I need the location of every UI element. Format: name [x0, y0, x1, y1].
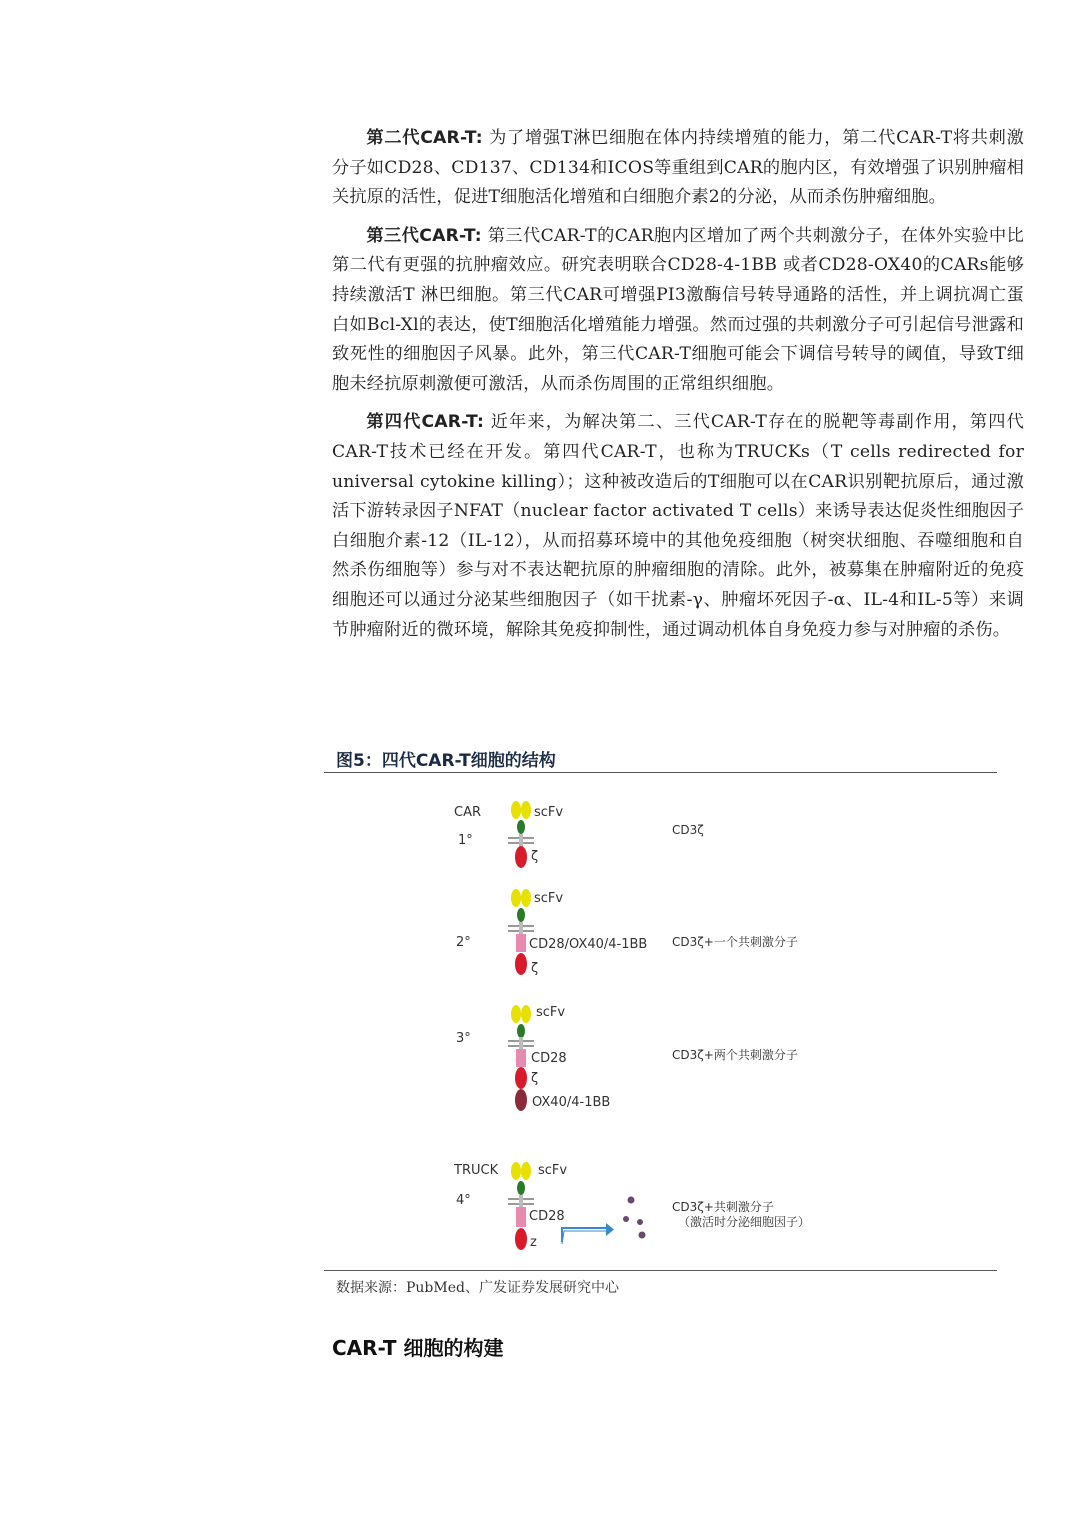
paragraph-text: 第三代CAR-T的CAR胞内区增加了两个共刺激分子，在体外实验中比第二代有更强的抗肿瘤效应。研究表明联合CD28-4-1BB 或者CD28-OX40的CARs能够持续激活T 淋巴细胞。第三代CAR可增强PI3激酶信号转导通路的活性，并上调抗凋亡蛋白如Bcl-Xl的表达，使T细胞活化增殖能力增强。然而过强的共刺激分子可引起信号泄露和致死性的细胞因子风暴。此外，第三代CAR-T细胞可能会下调信号转导的阈值，导致T细胞未经抗原刺激便可激活，从而杀伤周围的正常组织细胞。 [332, 225, 1024, 394]
paragraph-gen4 [332, 408, 1024, 645]
generation-desc: CD3ζ+一个共刺激分子 [672, 935, 798, 949]
paragraph-label: 第三代CAR-T: [366, 225, 482, 246]
generation-desc-note: （激活时分泌细胞因子） [678, 1215, 811, 1229]
paragraph-label: 第四代CAR-T: [366, 412, 485, 433]
generation-desc: CD3ζ [672, 823, 704, 837]
gen-label: 2° [456, 935, 471, 950]
zeta-domain [515, 1067, 527, 1089]
domain-label: CD28 [531, 1051, 567, 1066]
scfv-shape [511, 801, 521, 819]
paragraph-label: 第二代CAR-T: [366, 128, 483, 148]
figure-top-rule [324, 772, 997, 773]
domain-label: ζ [531, 1071, 539, 1086]
domain-label: ζ [531, 849, 539, 864]
scfv-shape [511, 889, 521, 907]
transcription-arrow-icon [562, 1223, 614, 1244]
figure-bottom-rule [324, 1270, 997, 1271]
hinge-shape [517, 908, 525, 922]
domain-label: OX40/4-1BB [532, 1095, 611, 1110]
zeta-domain [515, 846, 527, 868]
zeta-domain [515, 953, 527, 975]
scfv-label: scFv [534, 891, 564, 906]
section-heading: CAR-T 细胞的构建 [332, 1336, 504, 1360]
paragraph-text: 近年来，为解决第二、三代CAR-T存在的脱靶等毒副作用，第四代CAR-T技术已经在开发。第四代CAR-T，也称为TRUCKs（T cells redirected for universal cytokine killing）；这种被改造后的T细胞可以在CAR识别靶抗原后，通过激活下游转录因子NFAT（nuclear factor activated T cells）来诱导表达促炎性细胞因子白细胞介素-12（IL-12），从而招募环境中的其他免疫细胞（树突状细胞、吞噬细胞和自然杀伤细胞等）参与对不表达靶抗原的肿瘤细胞的清除。此外，被募集在肿瘤附近的免疫细胞还可以通过分泌某些细胞因子（如干扰素-γ、肿瘤坏死因子-α、IL-4和IL-5等）来调节肿瘤附近的微环境，解除其免疫抑制性，通过调动机体自身免疫力参与对肿瘤的杀伤。 [332, 412, 1024, 640]
body-text [332, 124, 1024, 654]
hinge-shape [517, 1024, 525, 1038]
car-structure-figure [324, 780, 997, 1270]
car-structure-diagram [324, 780, 997, 1270]
scfv-shape [521, 1162, 531, 1180]
truck-label: TRUCK [454, 1163, 499, 1178]
domain-label: CD28/OX40/4-1BB [529, 937, 648, 952]
hinge-shape [517, 1181, 525, 1195]
domain-label: ζ [531, 961, 539, 976]
paragraph-gen2 [332, 124, 1024, 213]
domain-label: z [530, 1235, 537, 1250]
scfv-shape [521, 801, 531, 819]
figure-source: 数据来源：PubMed、广发证券发展研究中心 [336, 1280, 619, 1296]
gen-label: 4° [456, 1193, 471, 1208]
scfv-label: scFv [534, 805, 564, 820]
cytokine-dot [628, 1197, 635, 1204]
transmembrane [519, 1195, 523, 1209]
scfv-label: scFv [536, 1005, 566, 1020]
ox40-domain [515, 1089, 527, 1111]
zeta-domain [515, 1228, 527, 1250]
cytokine-dots [623, 1197, 646, 1239]
cd28-domain [516, 1049, 526, 1067]
scfv-shape [511, 1005, 521, 1023]
paragraph-text: 为了增强T淋巴细胞在体内持续增殖的能力，第二代CAR-T将共刺激分子如CD28、CD137、CD134和ICOS等重组到CAR的胞内区，有效增强了识别肿瘤相关抗原的活性，促进T细胞活化增殖和白细胞介素2的分泌，从而杀伤肿瘤细胞。 [332, 128, 1025, 208]
domain-label: CD28 [529, 1209, 565, 1224]
hinge-shape [517, 820, 525, 834]
transmembrane [519, 834, 523, 848]
generation-desc: CD3ζ+两个共刺激分子 [672, 1048, 798, 1062]
car-label: CAR [454, 805, 482, 820]
scfv-label: scFv [538, 1163, 568, 1178]
scfv-shape [521, 889, 531, 907]
figure-title: 图5：四代CAR-T细胞的结构 [336, 751, 556, 771]
gen-label: 3° [456, 1031, 471, 1046]
cd28-domain [516, 1207, 526, 1227]
cytokine-dot [637, 1219, 643, 1225]
cytokine-dot [623, 1216, 629, 1222]
transmembrane [519, 1037, 523, 1051]
scfv-shape [511, 1162, 521, 1180]
paragraph-gen3 [332, 222, 1024, 400]
cytokine-dot [639, 1232, 646, 1239]
generation-desc: CD3ζ+共刺激分子 [672, 1200, 774, 1214]
gen-label: 1° [458, 833, 473, 848]
scfv-shape [521, 1005, 531, 1023]
cd28-domain [516, 934, 526, 952]
transmembrane [519, 922, 523, 936]
